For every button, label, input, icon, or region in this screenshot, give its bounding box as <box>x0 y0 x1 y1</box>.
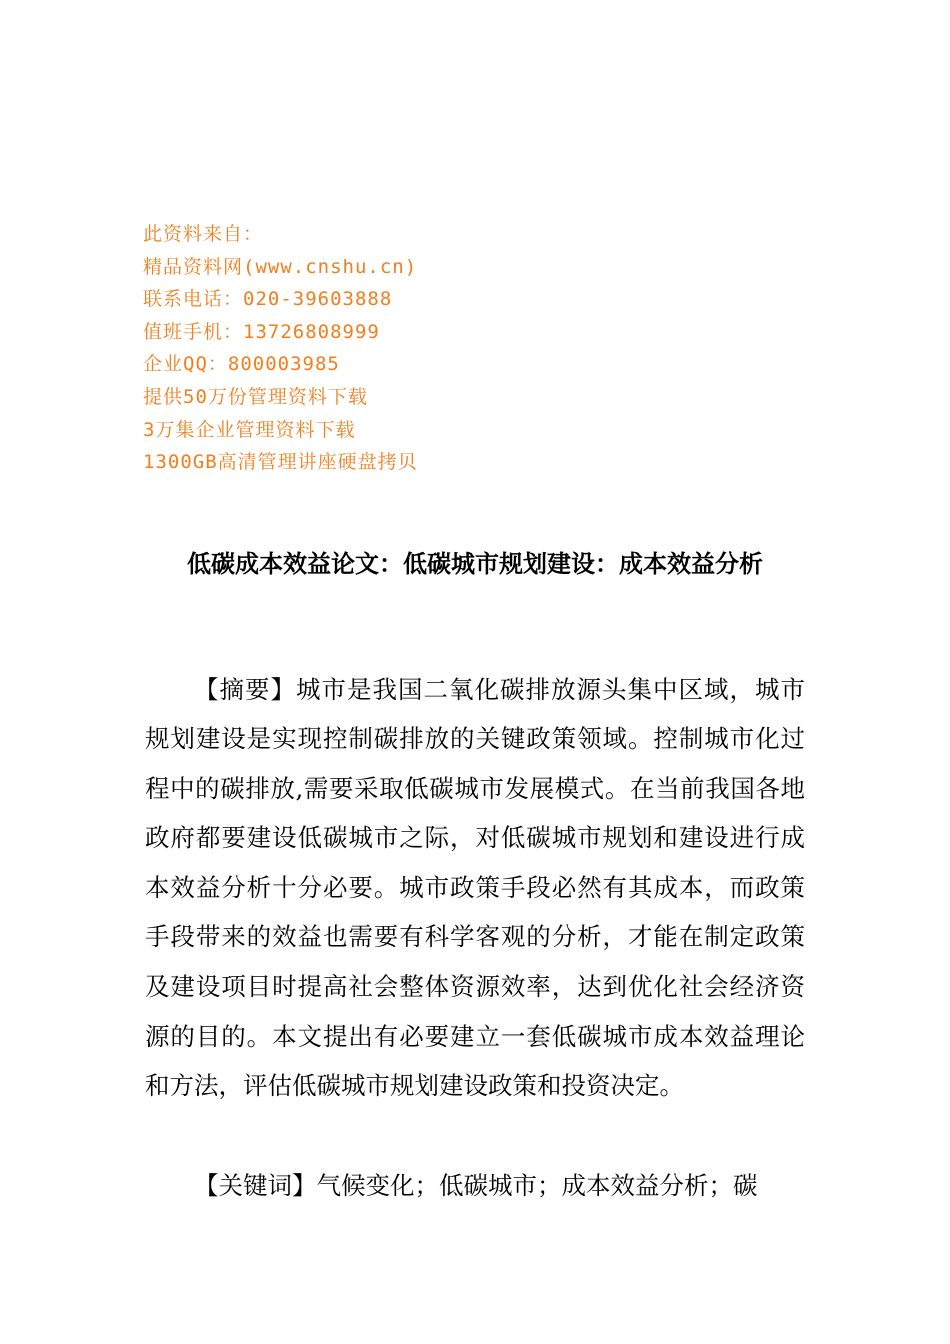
source-line-intro: 此资料来自： <box>143 223 264 245</box>
document-title: 低碳成本效益论文：低碳城市规划建设：成本效益分析 <box>187 550 763 578</box>
source-line-phone: 联系电话：020-39603888 <box>143 288 393 311</box>
source-line-offer-1: 提供50万份管理资料下载 <box>143 385 368 408</box>
source-line-offer-2: 3万集企业管理资料下载 <box>143 418 356 441</box>
source-info-block <box>143 218 563 479</box>
source-line-qq: 企业QQ：800003985 <box>143 353 340 376</box>
source-line-offer-3: 1300GB高清管理讲座硬盘拷贝 <box>143 451 418 474</box>
source-line-mobile: 值班手机：13726808999 <box>143 320 380 343</box>
source-line-website: 精品资料网(www.cnshu.cn) <box>143 255 418 278</box>
keywords-paragraph: 【关键词】气候变化；低碳城市；成本效益分析；碳 <box>194 1170 758 1200</box>
abstract-paragraph: 【摘要】城市是我国二氧化碳排放源头集中区域，城市规划建设是实现控制碳排放的关键政策领域。控制城市化过程中的碳排放,需要采取低碳城市发展模式。在当前我国各地政府都要建设低碳城市之际，对低碳城市规划和建设进行成本效益分析十分必要。城市政策手段必然有其成本，而政策手段带来的效益也需要有科学客观的分析，才能在制定政策及建设项目时提高社会整体资源效率，达到优化社会经济资源的目的。本文提出有必要建立一套低碳城市成本效益理论和方法，评估低碳城市规划建设政策和投资决定。 <box>145 674 805 1101</box>
